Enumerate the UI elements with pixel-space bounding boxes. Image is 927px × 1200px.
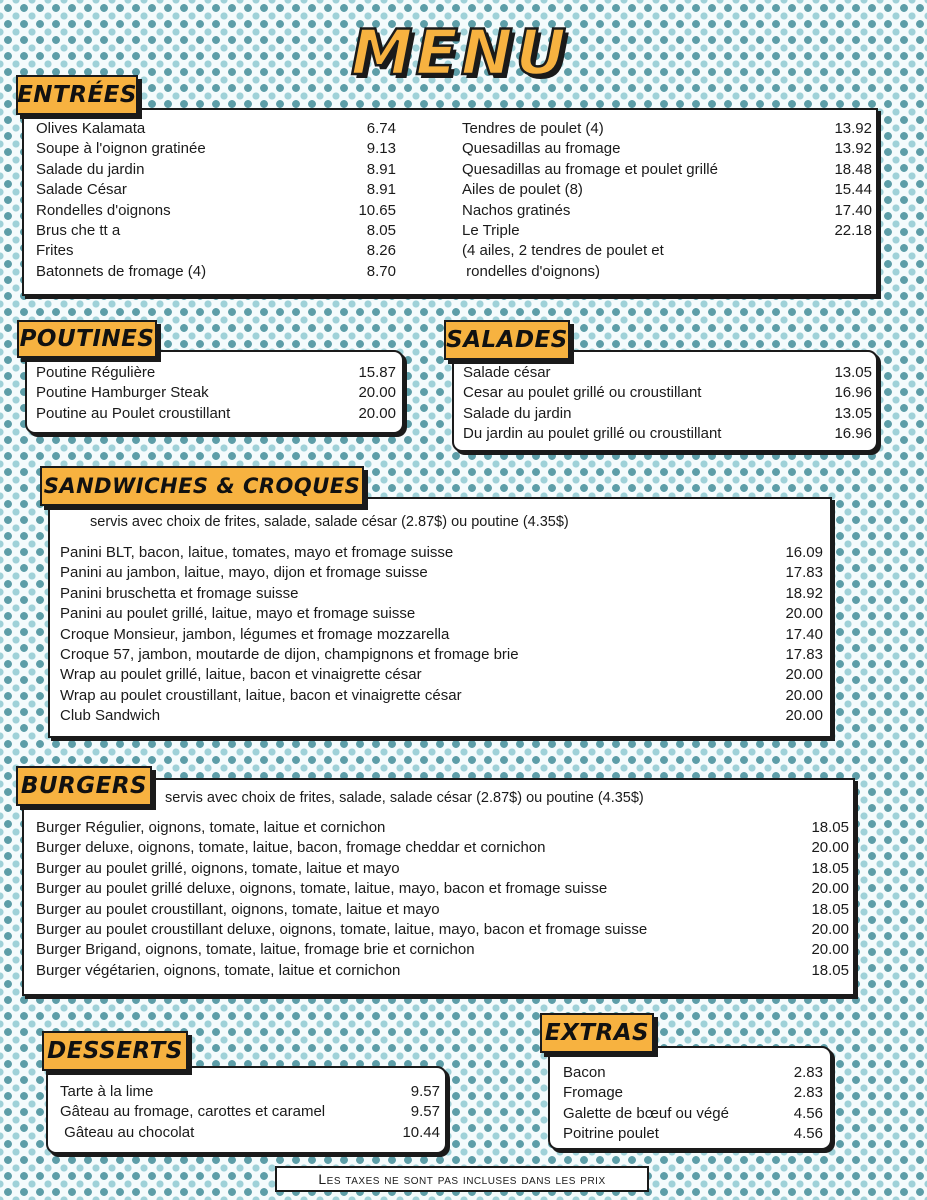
burgers-list xyxy=(36,818,849,981)
menu-item-name: Club Sandwich xyxy=(60,707,161,725)
menu-item-price: 15.87 xyxy=(358,364,396,381)
menu-item-row xyxy=(36,838,849,858)
menu-item-name: Salade césar xyxy=(463,364,551,381)
menu-item-price: 13.05 xyxy=(834,364,872,381)
menu-item-name: Panini bruschetta et fromage suisse xyxy=(60,584,299,602)
menu-item-price: 9.57 xyxy=(410,1103,440,1121)
menu-item-price: 18.92 xyxy=(785,584,823,602)
taxes-footer: Les taxes ne sont pas incluses dans les prix xyxy=(275,1166,649,1192)
menu-item-row xyxy=(36,961,849,981)
poutines-box xyxy=(25,350,404,434)
burgers-box xyxy=(22,778,855,996)
menu-item-row xyxy=(60,706,823,726)
menu-item-price: 2.83 xyxy=(793,1064,823,1081)
sandwiches-label: SANDWICHES & CROQUES xyxy=(40,466,364,506)
menu-item-price: 13.92 xyxy=(834,140,872,158)
menu-item-row xyxy=(36,180,396,200)
menu-item-row xyxy=(463,404,872,424)
menu-item-row xyxy=(36,940,849,960)
entrees-left-list xyxy=(36,119,396,282)
menu-item-price: 18.05 xyxy=(811,859,849,877)
menu-item-price: 20.00 xyxy=(811,921,849,939)
menu-item-name: Poitrine poulet xyxy=(563,1125,659,1143)
menu-item-row xyxy=(60,645,823,665)
menu-item-price: 20.00 xyxy=(811,941,849,959)
menu-item-row xyxy=(36,160,396,180)
menu-item-row xyxy=(60,665,823,685)
menu-item-price: 16.09 xyxy=(785,544,823,561)
menu-item-price: 8.05 xyxy=(366,222,396,240)
menu-item-name: Burger Régulier, oignons, tomate, laitue et cornichon xyxy=(36,819,386,836)
menu-item-row xyxy=(36,859,849,879)
menu-item-row xyxy=(563,1083,823,1103)
menu-item-name: Burger végétarien, oignons, tomate, laitue et cornichon xyxy=(36,961,401,979)
entrees-label: ENTRÉES xyxy=(16,75,138,115)
menu-item-price: 8.91 xyxy=(366,160,396,178)
menu-item-row xyxy=(462,262,872,282)
menu-item-name: Wrap au poulet croustillant, laitue, bacon et vinaigrette césar xyxy=(60,686,462,704)
menu-item-row xyxy=(60,1123,440,1143)
menu-item-price: 18.05 xyxy=(811,900,849,918)
burgers-label: BURGERS xyxy=(16,766,152,806)
menu-item-row xyxy=(36,119,396,139)
menu-item-row xyxy=(60,584,823,604)
menu-item-price: 20.00 xyxy=(785,666,823,684)
menu-item-name: Salade du jardin xyxy=(36,160,145,178)
sandwiches-note: servis avec choix de frites, salade, salade césar (2.87$) ou poutine (4.35$) xyxy=(90,514,569,530)
menu-item-name: (4 ailes, 2 tendres de poulet et xyxy=(462,242,664,260)
extras-label: EXTRAS xyxy=(540,1013,654,1053)
menu-title-text: MENU xyxy=(350,15,570,89)
menu-item-name: Brus che tt a xyxy=(36,222,121,240)
menu-item-name: Burger au poulet croustillant deluxe, oignons, tomate, laitue, mayo, bacon et fromage suisse xyxy=(36,921,648,939)
menu-item-price: 8.26 xyxy=(366,242,396,260)
menu-item-name: rondelles d'oignons) xyxy=(462,262,600,280)
menu-item-price: 4.56 xyxy=(793,1104,823,1122)
menu-item-name: Rondelles d'oignons xyxy=(36,201,171,219)
menu-item-name: Panini BLT, bacon, laitue, tomates, mayo et fromage suisse xyxy=(60,544,454,561)
menu-item-price: 20.00 xyxy=(811,880,849,898)
menu-item-price: 15.44 xyxy=(834,181,872,199)
desserts-box xyxy=(46,1066,447,1154)
menu-item-row xyxy=(563,1124,823,1144)
menu-item-name: Nachos gratinés xyxy=(462,201,571,219)
menu-item-row xyxy=(36,383,396,403)
menu-item-price: 6.74 xyxy=(366,120,396,137)
menu-item-price: 8.91 xyxy=(366,181,396,199)
menu-item-row xyxy=(462,160,872,180)
menu-item-name: Salade du jardin xyxy=(463,404,572,422)
menu-item-name: Poutine Hamburger Steak xyxy=(36,384,209,402)
menu-item-row xyxy=(36,900,849,920)
menu-item-price: 17.83 xyxy=(785,564,823,582)
menu-item-price: 13.05 xyxy=(834,404,872,422)
menu-item-row xyxy=(462,180,872,200)
menu-item-price: 20.00 xyxy=(358,384,396,402)
menu-item-row xyxy=(60,604,823,624)
menu-item-row xyxy=(463,383,872,403)
menu-item-price: 10.65 xyxy=(358,201,396,219)
menu-item-price: 9.57 xyxy=(410,1083,440,1100)
menu-item-name: Tarte à la lime xyxy=(60,1083,154,1100)
menu-item-price: 8.70 xyxy=(366,262,396,280)
menu-item-price: 16.96 xyxy=(834,384,872,402)
menu-item-price: 18.05 xyxy=(811,961,849,979)
menu-item-name: Cesar au poulet grillé ou croustillant xyxy=(463,384,702,402)
extras-box xyxy=(548,1046,832,1150)
menu-item-row xyxy=(462,119,872,139)
menu-item-name: Batonnets de fromage (4) xyxy=(36,262,207,280)
menu-item-price: 17.40 xyxy=(785,625,823,643)
menu-item-price: 4.56 xyxy=(793,1125,823,1143)
menu-item-row xyxy=(60,686,823,706)
menu-item-name: Quesadillas au fromage xyxy=(462,140,621,158)
menu-item-row xyxy=(36,879,849,899)
menu-item-row xyxy=(36,404,396,424)
menu-item-name: Galette de bœuf ou végé xyxy=(563,1104,729,1122)
menu-item-row xyxy=(563,1063,823,1083)
menu-item-name: Bacon xyxy=(563,1064,606,1081)
menu-item-name: Du jardin au poulet grillé ou croustillant xyxy=(463,425,722,443)
menu-item-name: Burger deluxe, oignons, tomate, laitue, bacon, fromage cheddar et cornichon xyxy=(36,839,546,857)
menu-item-price: 13.92 xyxy=(834,120,872,137)
menu-item-name: Ailes de poulet (8) xyxy=(462,181,583,199)
menu-item-name: Tendres de poulet (4) xyxy=(462,120,604,137)
poutines-label: POUTINES xyxy=(17,320,157,358)
menu-item-name: Soupe à l'oignon gratinée xyxy=(36,140,206,158)
desserts-list xyxy=(60,1082,440,1143)
menu-item-row xyxy=(463,363,872,383)
menu-item-name: Poutine au Poulet croustillant xyxy=(36,404,231,422)
menu-item-name: Croque Monsieur, jambon, légumes et fromage mozzarella xyxy=(60,625,450,643)
menu-item-row xyxy=(36,241,396,261)
menu-item-name: Salade César xyxy=(36,181,127,199)
menu-item-price: 17.40 xyxy=(834,201,872,219)
sandwiches-box xyxy=(48,497,832,738)
menu-item-name: Gâteau au chocolat xyxy=(60,1123,195,1141)
entrees-box xyxy=(22,108,878,296)
menu-item-price: 9.13 xyxy=(366,140,396,158)
menu-item-name: Frites xyxy=(36,242,74,260)
menu-item-row xyxy=(563,1104,823,1124)
menu-item-name: Burger Brigand, oignons, tomate, laitue, fromage brie et cornichon xyxy=(36,941,475,959)
menu-item-name: Panini au poulet grillé, laitue, mayo et fromage suisse xyxy=(60,605,416,623)
menu-item-name: Olives Kalamata xyxy=(36,120,146,137)
menu-item-row xyxy=(60,543,823,563)
menu-item-price: 20.00 xyxy=(785,686,823,704)
menu-item-row xyxy=(462,139,872,159)
menu-item-price: 17.83 xyxy=(785,646,823,664)
menu-item-name: Fromage xyxy=(563,1084,624,1102)
menu-item-price: 18.48 xyxy=(834,160,872,178)
menu-item-row xyxy=(60,1082,440,1102)
menu-item-name: Wrap au poulet grillé, laitue, bacon et vinaigrette césar xyxy=(60,666,422,684)
entrees-right-list xyxy=(462,119,872,282)
menu-item-row xyxy=(36,363,396,383)
menu-item-price: 20.00 xyxy=(785,605,823,623)
menu-item-name: Le Triple xyxy=(462,222,520,240)
menu-item-row xyxy=(36,201,396,221)
menu-item-row xyxy=(36,139,396,159)
menu-item-price: 2.83 xyxy=(793,1084,823,1102)
menu-item-row xyxy=(36,221,396,241)
menu-item-name: Burger au poulet grillé, oignons, tomate, laitue et mayo xyxy=(36,859,400,877)
menu-item-row xyxy=(463,424,872,444)
menu-item-row xyxy=(36,920,849,940)
menu-item-price: 18.05 xyxy=(811,819,849,836)
menu-item-name: Quesadillas au fromage et poulet grillé xyxy=(462,160,718,178)
salades-label: SALADES xyxy=(444,320,570,360)
menu-item-price: 22.18 xyxy=(834,222,872,240)
menu-item-row xyxy=(60,1102,440,1122)
menu-item-row xyxy=(462,241,872,261)
salades-list xyxy=(463,363,872,445)
burgers-note: servis avec choix de frites, salade, salade césar (2.87$) ou poutine (4.35$) xyxy=(165,790,644,806)
menu-item-name: Poutine Régulière xyxy=(36,364,156,381)
desserts-label: DESSERTS xyxy=(42,1031,188,1071)
menu-item-name: Burger au poulet grillé deluxe, oignons, tomate, laitue, mayo, bacon et fromage suisse xyxy=(36,880,608,898)
menu-item-price: 20.00 xyxy=(785,707,823,725)
salades-box xyxy=(452,350,878,452)
menu-item-price: 10.44 xyxy=(402,1123,440,1141)
sandwiches-list xyxy=(60,543,823,727)
menu-item-name: Croque 57, jambon, moutarde de dijon, champignons et fromage brie xyxy=(60,646,519,664)
menu-item-name: Gâteau au fromage, carottes et caramel xyxy=(60,1103,326,1121)
menu-title xyxy=(330,12,590,92)
menu-item-row xyxy=(36,262,396,282)
menu-item-row xyxy=(60,563,823,583)
extras-list xyxy=(563,1063,823,1145)
menu-item-price: 20.00 xyxy=(811,839,849,857)
menu-item-row xyxy=(462,221,872,241)
menu-item-name: Burger au poulet croustillant, oignons, tomate, laitue et mayo xyxy=(36,900,440,918)
menu-item-row xyxy=(36,818,849,838)
menu-item-price: 20.00 xyxy=(358,404,396,422)
menu-item-price: 16.96 xyxy=(834,425,872,443)
menu-item-name: Panini au jambon, laitue, mayo, dijon et fromage suisse xyxy=(60,564,428,582)
menu-item-row xyxy=(462,201,872,221)
poutines-list xyxy=(36,363,396,424)
menu-item-row xyxy=(60,625,823,645)
